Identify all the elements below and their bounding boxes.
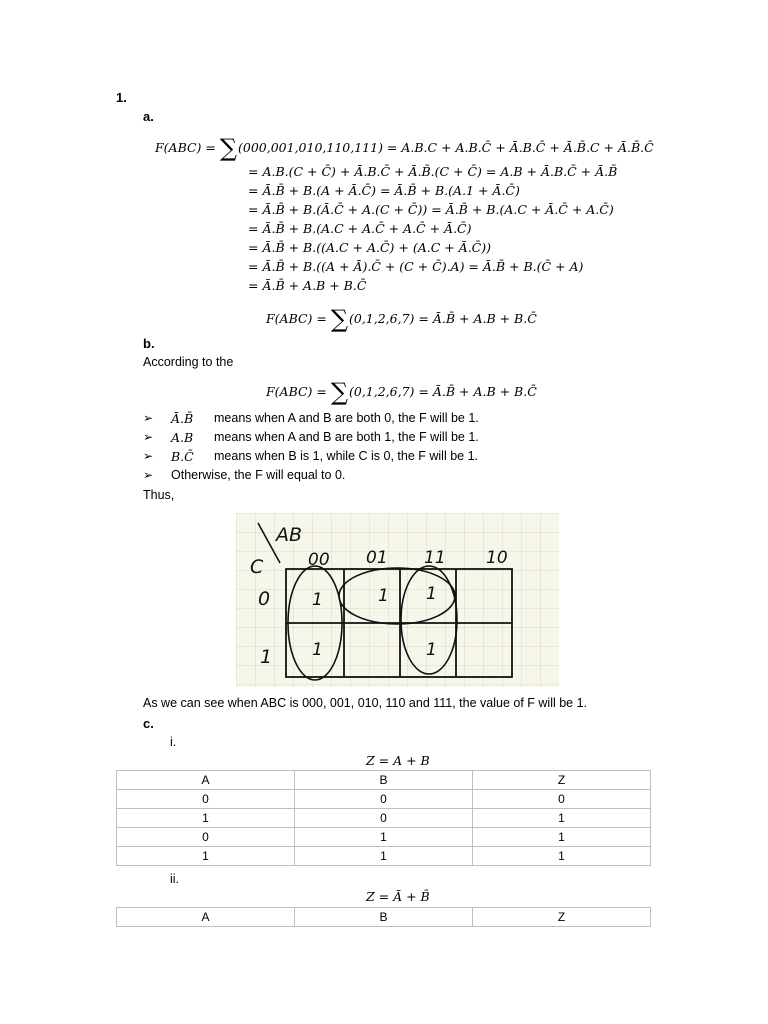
derivation-step: = Ā.B̄ + B.((A.C + A.C̄) + (A.C + Ā.C̄))	[248, 240, 491, 255]
table-cell: 1	[295, 828, 473, 847]
table-row	[117, 809, 651, 828]
table-cell: 0	[117, 790, 295, 809]
arrow-bullet-icon: ➢	[143, 411, 154, 425]
question-number: 1.	[116, 90, 127, 105]
table-cell: 0	[473, 790, 651, 809]
bullet-text: Otherwise, the F will equal to 0.	[171, 468, 346, 482]
truth-table-ii	[116, 907, 651, 927]
summation-icon: ∑	[330, 305, 348, 333]
kmap-cell: 1	[312, 640, 323, 660]
table-header-cell: B	[295, 771, 473, 790]
arrow-bullet-icon: ➢	[143, 430, 154, 444]
kmap-cell: 1	[378, 586, 389, 606]
kmap-col-header: 01	[366, 548, 388, 568]
bullet-term: Ā.B̄	[171, 411, 194, 426]
derivation-step: = Ā.B̄ + B.(A + Ā.C̄) = Ā.B̄ + B.(A.1 + Ā.C̄)	[248, 183, 520, 198]
derivation-step: = Ā.B̄ + B.((A + Ā).C̄ + (C + C̄).A) = Ā.B̄ + B.(C̄ + A)	[248, 259, 584, 274]
part-a-sum-equation	[155, 134, 654, 162]
table-header-cell: B	[295, 908, 473, 927]
sub-i-label: i.	[170, 735, 177, 749]
part-a-final-equation	[266, 305, 537, 333]
table-header-cell: Z	[473, 771, 651, 790]
summation-icon: ∑	[219, 134, 237, 162]
kmap-col-header: 11	[424, 548, 446, 568]
table-cell: 1	[473, 809, 651, 828]
table-cell: 1	[473, 828, 651, 847]
bullet-term: A.B	[171, 430, 194, 445]
table-header-row	[117, 908, 651, 927]
table-row	[117, 847, 651, 866]
part-b-equation	[266, 378, 537, 406]
table-header-cell: Z	[473, 908, 651, 927]
sub-ii-equation: Z = Ā + B̄	[366, 889, 430, 904]
summation-icon: ∑	[330, 378, 348, 406]
bullet-text: means when B is 1, while C is 0, the F will be 1.	[214, 449, 479, 463]
table-cell: 0	[295, 790, 473, 809]
bullet-term: B.C̄	[171, 449, 194, 464]
part-c-label: c.	[143, 716, 154, 731]
thus-text: Thus,	[143, 488, 175, 502]
table-header-cell: A	[117, 908, 295, 927]
conclusion-text: As we can see when ABC is 000, 001, 010, 110 and 111, the value of F will be 1.	[143, 696, 588, 710]
truth-table-i	[116, 770, 651, 866]
table-row	[117, 790, 651, 809]
kmap-row-header: 1	[260, 646, 273, 668]
kmap-cell: 1	[312, 590, 323, 610]
table-cell: 0	[295, 809, 473, 828]
part-a-lhs: F(ABC) =	[155, 140, 220, 155]
sub-ii-label: ii.	[170, 872, 180, 886]
part-a-label: a.	[143, 109, 154, 124]
table-cell: 1	[117, 809, 295, 828]
derivation-step: = A.B.(C + C̄) + Ā.B.C̄ + Ā.B̄.(C + C̄) = A.B + Ā.B.C̄ + Ā.B̄	[248, 164, 618, 179]
derivation-step: = Ā.B̄ + B.(Ā.C̄ + A.(C + C̄)) = Ā.B̄ + B.(A.C + Ā.C̄ + A.C̄)	[248, 202, 614, 217]
arrow-bullet-icon: ➢	[143, 449, 154, 463]
part-b-label: b.	[143, 336, 155, 351]
arrow-bullet-icon: ➢	[143, 468, 154, 482]
table-cell: 1	[117, 847, 295, 866]
bullet-text: means when A and B are both 1, the F will be 1.	[214, 430, 479, 444]
final-rhs: (0,1,2,6,7) = Ā.B̄ + A.B + B.C̄	[349, 311, 537, 326]
eq-lhs: F(ABC) =	[266, 384, 331, 399]
table-cell: 1	[473, 847, 651, 866]
kmap-row-header: 0	[258, 588, 271, 610]
table-header-row	[117, 771, 651, 790]
kmap-col-header: 10	[486, 548, 508, 568]
derivation-step: = Ā.B̄ + B.(A.C + A.C̄ + A.C̄ + Ā.C̄)	[248, 221, 472, 236]
table-row	[117, 828, 651, 847]
table-cell: 0	[117, 828, 295, 847]
karnaugh-map-image	[236, 513, 559, 687]
table-header-cell: A	[117, 771, 295, 790]
kmap-cell: 1	[426, 640, 437, 660]
kmap-cell: 1	[426, 584, 437, 604]
table-cell: 1	[295, 847, 473, 866]
kmap-corner-left: C	[250, 556, 264, 578]
kmap-col-header: 00	[308, 550, 330, 570]
kmap-corner-top: AB	[276, 524, 303, 546]
derivation-step: = Ā.B̄ + A.B + B.C̄	[248, 278, 367, 293]
part-a-rhs: (000,001,010,110,111) = A.B.C + A.B.C̄ + Ā.B.C̄ + Ā.B̄.C + Ā.B̄.C̄	[238, 140, 654, 155]
final-lhs: F(ABC) =	[266, 311, 331, 326]
eq-rhs: (0,1,2,6,7) = Ā.B̄ + A.B + B.C̄	[349, 384, 537, 399]
bullet-text: means when A and B are both 0, the F will be 1.	[214, 411, 479, 425]
part-b-intro: According to the	[143, 355, 234, 369]
sub-i-equation: Z = A + B	[366, 753, 430, 768]
